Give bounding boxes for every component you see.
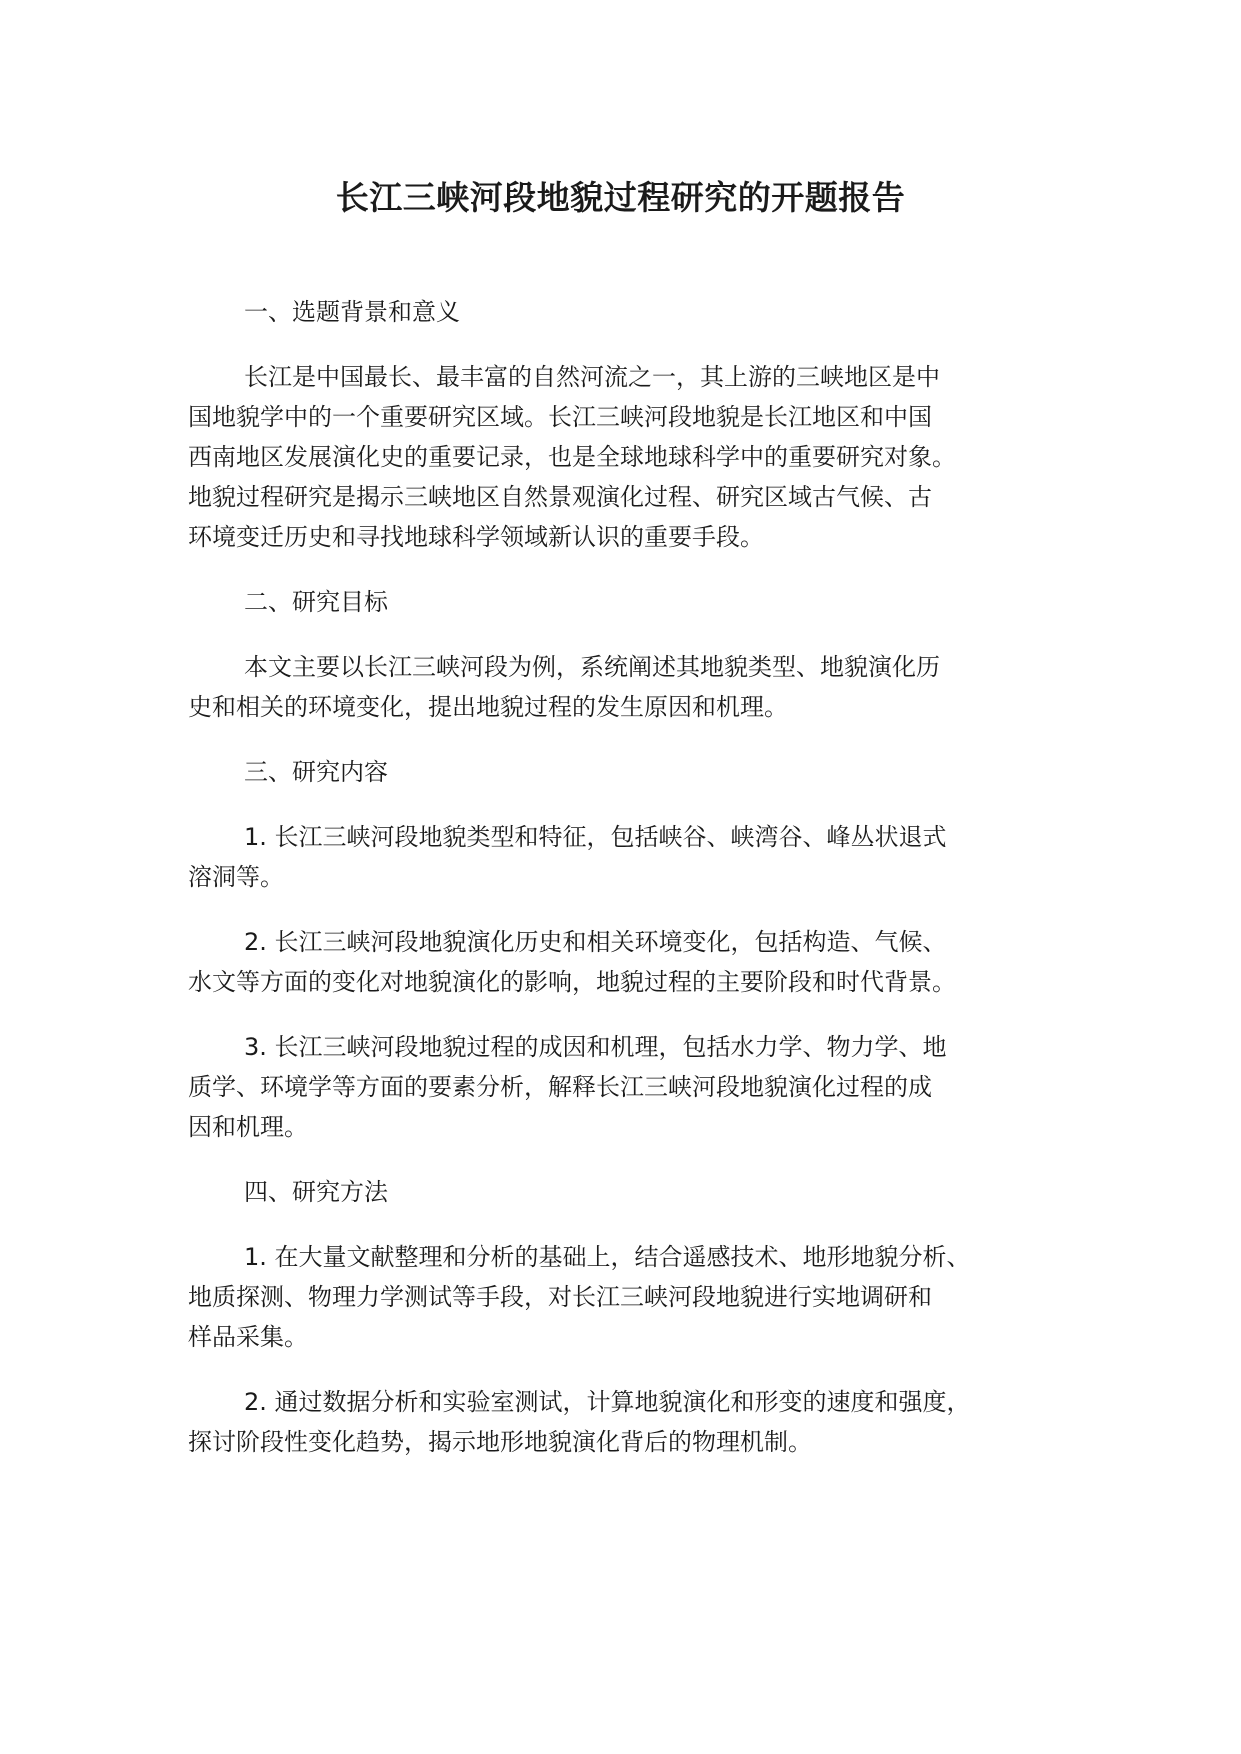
paragraph-goals [188,647,1068,727]
text-line: 因和机理。 [188,1113,308,1141]
text-line: 2. 通过数据分析和实验室测试，计算地貌演化和形变的速度和强度， [244,1388,971,1416]
section-heading-methods: 四、研究方法 [244,1178,388,1206]
text-line: 地貌过程研究是揭示三峡地区自然景观演化过程、研究区域古气候、古 [188,483,932,511]
list-item-methods-1 [188,1237,1068,1357]
text-line: 本文主要以长江三峡河段为例，系统阐述其地貌类型、地貌演化历 [244,653,940,681]
paragraph-background [188,357,1068,557]
document-title: 长江三峡河段地貌过程研究的开题报告 [335,178,906,217]
list-item-content-1 [188,817,1068,897]
text-line: 3. 长江三峡河段地貌过程的成因和机理，包括水力学、物力学、地 [244,1033,947,1061]
text-line: 质学、环境学等方面的要素分析，解释长江三峡河段地貌演化过程的成 [188,1073,932,1101]
text-line: 溶洞等。 [188,863,284,891]
section-heading-background: 一、选题背景和意义 [244,298,460,326]
text-line: 1. 在大量文献整理和分析的基础上，结合遥感技术、地形地貌分析、 [244,1243,971,1271]
list-item-content-2 [188,922,1068,1002]
text-line: 史和相关的环境变化，提出地貌过程的发生原因和机理。 [188,693,788,721]
text-line: 水文等方面的变化对地貌演化的影响，地貌过程的主要阶段和时代背景。 [188,968,956,996]
text-line: 环境变迁历史和寻找地球科学领域新认识的重要手段。 [188,523,764,551]
text-line: 2. 长江三峡河段地貌演化历史和相关环境变化，包括构造、气候、 [244,928,947,956]
section-heading-goals: 二、研究目标 [244,588,388,616]
text-line: 地质探测、物理力学测试等手段，对长江三峡河段地貌进行实地调研和 [188,1283,932,1311]
list-item-content-3 [188,1027,1068,1147]
list-item-methods-2 [188,1382,1068,1462]
text-line: 西南地区发展演化史的重要记录，也是全球地球科学中的重要研究对象。 [188,443,956,471]
text-line: 长江是中国最长、最丰富的自然河流之一，其上游的三峡地区是中 [244,363,940,391]
section-heading-content: 三、研究内容 [244,758,388,786]
document-body [188,292,1068,1462]
text-line: 样品采集。 [188,1323,308,1351]
text-line: 探讨阶段性变化趋势，揭示地形地貌演化背后的物理机制。 [188,1428,812,1456]
text-line: 国地貌学中的一个重要研究区域。长江三峡河段地貌是长江地区和中国 [188,403,932,431]
text-line: 1. 长江三峡河段地貌类型和特征，包括峡谷、峡湾谷、峰丛状退式 [244,823,947,851]
